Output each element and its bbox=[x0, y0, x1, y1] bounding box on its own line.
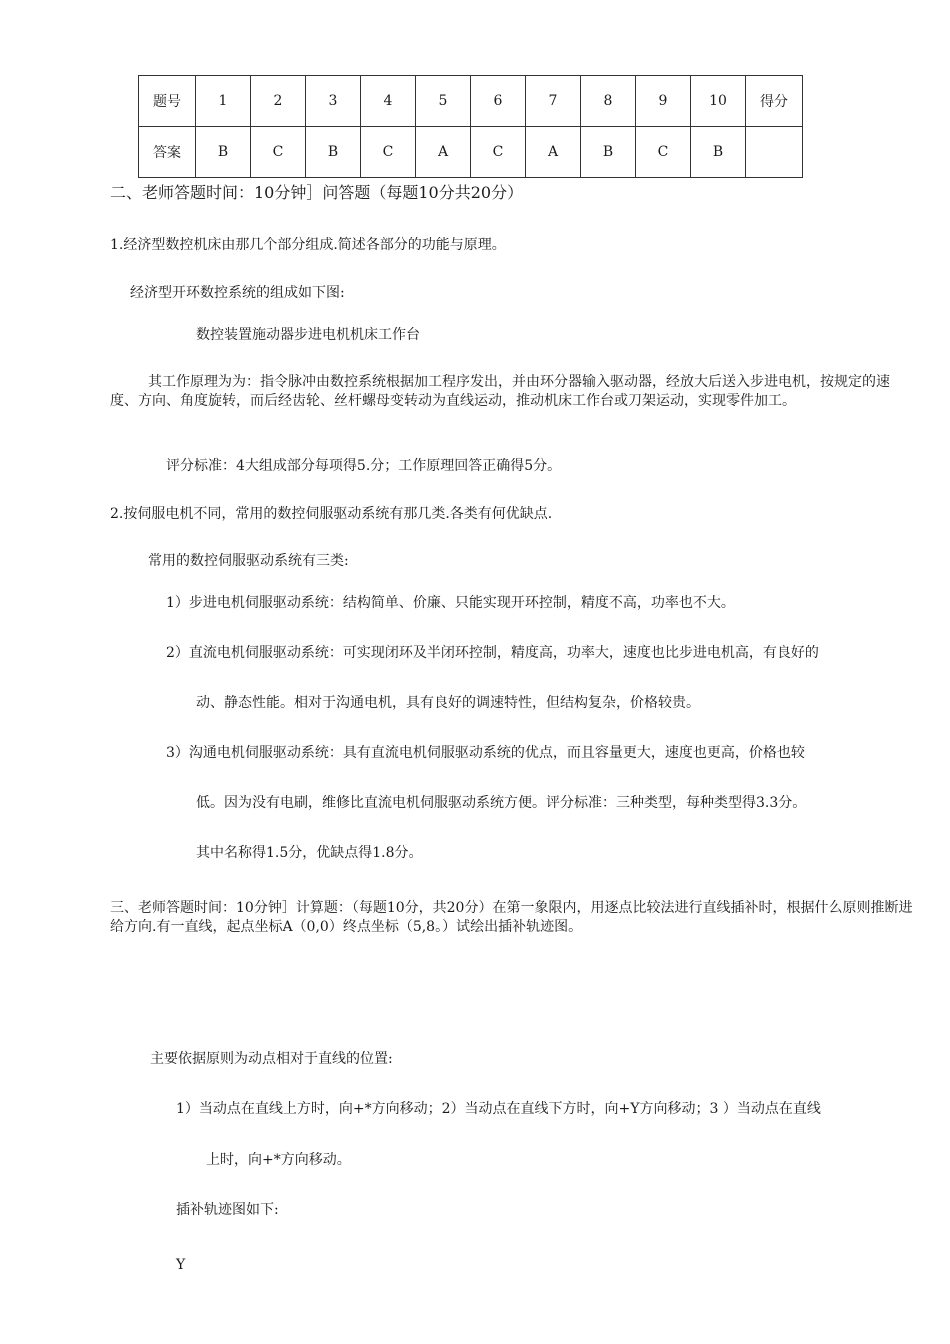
answer-cell: C bbox=[361, 127, 416, 178]
system-diagram-text: 数控装置施动器步进电机机床工作台 bbox=[196, 327, 420, 343]
servo-type-3-line3: 其中名称得1.5分，优缺点得1.8分。 bbox=[196, 845, 423, 861]
y-axis-label: Y bbox=[176, 1257, 186, 1273]
question-number-cell: 9 bbox=[636, 76, 691, 127]
question-number-label: 题号 bbox=[139, 76, 196, 127]
question-number-cell: 8 bbox=[581, 76, 636, 127]
question-number-cell: 3 bbox=[306, 76, 361, 127]
servo-type-2-line1: 2）直流电机伺服驱动系统：可实现闭环及半闭环控制，精度高，功率大，速度也比步进电机高，有良好的 bbox=[166, 645, 819, 661]
answer-cell: B bbox=[581, 127, 636, 178]
score-label: 得分 bbox=[746, 76, 803, 127]
question-number-cell: 10 bbox=[691, 76, 746, 127]
question2-text: 2.按伺服电机不同，常用的数控伺服驱动系统有那几类.各类有何优缺点. bbox=[110, 506, 553, 522]
answer-cell: C bbox=[471, 127, 526, 178]
question1-scoring: 评分标准：4大组成部分每项得5.分；工作原理回答正确得5分。 bbox=[166, 458, 562, 474]
answer-cell: C bbox=[636, 127, 691, 178]
question-number-cell: 7 bbox=[526, 76, 581, 127]
question-number-cell: 2 bbox=[251, 76, 306, 127]
answer-label: 答案 bbox=[139, 127, 196, 178]
question-number-cell: 5 bbox=[416, 76, 471, 127]
servo-type-3-line1: 3）沟通电机伺服驱动系统：具有直流电机伺服驱动系统的优点，而且容量更大，速度也更高，价格也较 bbox=[166, 745, 805, 761]
question2-intro: 常用的数控伺服驱动系统有三类: bbox=[148, 553, 349, 569]
answer-table-answer-row bbox=[139, 127, 803, 178]
movement-rules-line2: 上时，向+*方向移动。 bbox=[206, 1152, 351, 1168]
question-number-cell: 4 bbox=[361, 76, 416, 127]
answer-cell: A bbox=[526, 127, 581, 178]
answer-cell: B bbox=[691, 127, 746, 178]
answer-table-header-row bbox=[139, 76, 803, 127]
score-value-cell bbox=[746, 127, 803, 178]
question1-intro: 经济型开环数控系统的组成如下图: bbox=[130, 285, 345, 301]
question-number-cell: 6 bbox=[471, 76, 526, 127]
working-principle-paragraph: 其工作原理为为：指令脉冲由数控系统根据加工程序发出，并由环分器输入驱动器，经放大后送入步进电机，按规定的速度、方向、角度旋转，而后经齿轮、丝杆螺母变转动为直线运动，推动机床工作台或刀架运动，实现零件加工。 bbox=[110, 374, 890, 409]
question1-text: 1.经济型数控机床由那几个部分组成.简述各部分的功能与原理。 bbox=[110, 237, 506, 253]
trajectory-intro: 插补轨迹图如下: bbox=[176, 1202, 279, 1218]
answer-cell: B bbox=[306, 127, 361, 178]
section3-heading: 三、老师答题时间：10分钟］计算题：（每题10分，共20分）在第一象限内，用逐点比较法进行直线插补时，根据什么原则推断进给方向.有一直线，起点坐标A（0,0）终点坐标（5,8。）试绘出插补轨迹图。 bbox=[110, 900, 913, 935]
servo-type-1: 1）步进电机伺服驱动系统：结构简单、价廉、只能实现开环控制，精度不高，功率也不大。 bbox=[166, 595, 735, 611]
principle-intro: 主要依据原则为动点相对于直线的位置: bbox=[150, 1051, 393, 1067]
answer-cell: C bbox=[251, 127, 306, 178]
servo-type-2-line2: 动、静态性能。相对于沟通电机，具有良好的调速特性，但结构复杂，价格较贵。 bbox=[196, 695, 700, 711]
answer-table bbox=[138, 75, 803, 178]
section2-heading: 二、老师答题时间：10分钟］问答题（每题10分共20分） bbox=[110, 183, 524, 202]
servo-type-3-line2: 低。因为没有电刷，维修比直流电机伺服驱动系统方便。评分标准：三种类型，每种类型得3.3分。 bbox=[196, 795, 807, 811]
movement-rules-line1: 1）当动点在直线上方时，向+*方向移动；2）当动点在直线下方时，向+Y方向移动；3 ）当动点在直线 bbox=[176, 1101, 821, 1117]
answer-cell: B bbox=[196, 127, 251, 178]
question-number-cell: 1 bbox=[196, 76, 251, 127]
answer-cell: A bbox=[416, 127, 471, 178]
